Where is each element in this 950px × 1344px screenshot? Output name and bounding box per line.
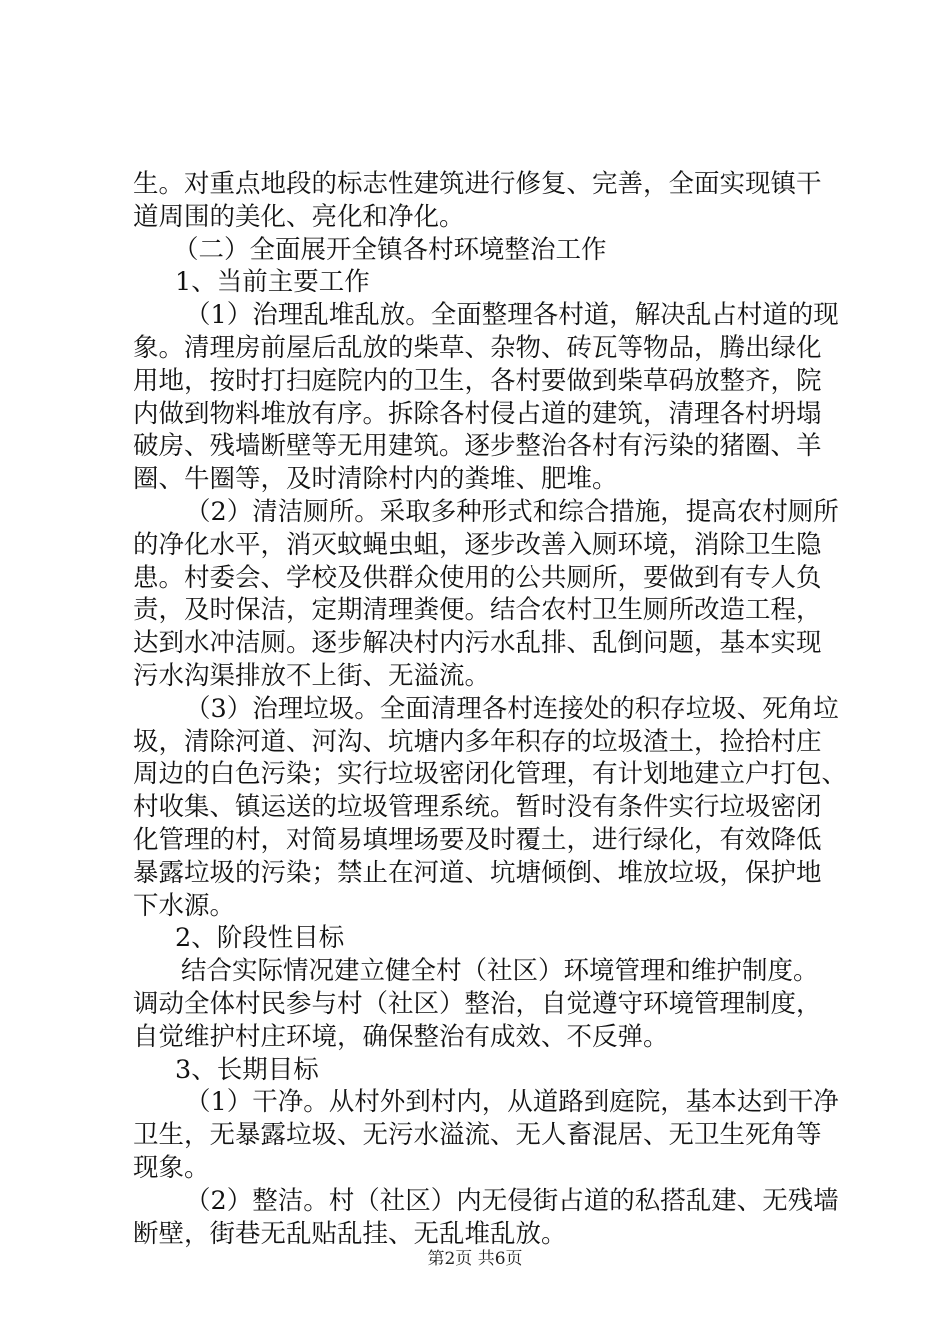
paragraph-line: 破房、残墙断壁等无用建筑。逐步整治各村有污染的猪圈、羊 [133,431,822,462]
paragraph-line: 用地，按时打扫庭院内的卫生，各村要做到柴草码放整齐，院 [133,365,822,396]
list-item-line: （2）整洁。村（社区）内无侵街占道的私搭乱建、无残墙 [185,1185,839,1216]
page-number-footer: 第2页 共6页 [427,1249,523,1269]
paragraph-line: 的净化水平，消灭蚊蝇虫蛆，逐步改善入厕环境，消除卫生隐 [133,529,822,560]
paragraph-line: 道周围的美化、亮化和净化。 [133,201,465,232]
paragraph-line: 结合实际情况建立健全村（社区）环境管理和维护制度。 [181,956,819,987]
subsection-heading: 3、长期目标 [175,1054,319,1085]
paragraph-line: 患。村委会、学校及供群众使用的公共厕所，要做到有专人负 [133,562,822,593]
paragraph-line: 内做到物料堆放有序。拆除各村侵占道的建筑，清理各村坍塌 [133,398,822,429]
list-item-line: （1）干净。从村外到村内，从道路到庭院，基本达到干净 [185,1087,839,1118]
paragraph-line: 责，及时保洁，定期清理粪便。结合农村卫生厕所改造工程， [133,595,822,626]
paragraph-line: 生。对重点地段的标志性建筑进行修复、完善，全面实现镇干 [133,169,822,199]
paragraph-line: 现象。 [133,1152,210,1183]
paragraph-line: 暴露垃圾的污染；禁止在河道、坑塘倾倒、堆放垃圾，保护地 [133,857,822,888]
paragraph-line: 象。清理房前屋后乱放的柴草、杂物、砖瓦等物品，腾出绿化 [133,332,822,363]
subsection-heading: 2、阶段性目标 [175,923,345,954]
paragraph-line: 化管理的村，对简易填埋场要及时覆土，进行绿化，有效降低 [133,824,822,855]
paragraph-line: 周边的白色污染；实行垃圾密闭化管理，有计划地建立户打包、 [133,759,848,790]
section-heading: （二）全面展开全镇各村环境整治工作 [173,234,607,265]
paragraph-line: 调动全体村民参与村（社区）整治，自觉遵守环境管理制度， [133,988,822,1019]
paragraph-line: 圈、牛圈等，及时清除村内的粪堆、肥堆。 [133,464,618,495]
subsection-heading: 1、当前主要工作 [175,267,370,298]
list-item-line: （3）治理垃圾。全面清理各村连接处的积存垃圾、死角垃 [185,693,839,724]
paragraph-line: 卫生，无暴露垃圾、无污水溢流、无人畜混居、无卫生死角等 [133,1120,822,1151]
paragraph-line: 达到水冲洁厕。逐步解决村内污水乱排、乱倒问题，基本实现 [133,628,822,659]
paragraph-line: 圾，清除河道、河沟、坑塘内多年积存的垃圾渣土，捡拾村庄 [133,726,822,757]
paragraph-line: 污水沟渠排放不上街、无溢流。 [133,660,491,691]
document-body [133,168,848,1250]
list-item-line: （2）清洁厕所。采取多种形式和综合措施，提高农村厕所 [185,496,839,527]
paragraph-line: 自觉维护村庄环境，确保整治有成效、不反弹。 [133,1021,669,1052]
paragraph-line: 村收集、镇运送的垃圾管理系统。暂时没有条件实行垃圾密闭 [133,792,822,823]
paragraph-line: 下水源。 [133,890,236,921]
paragraph-line: 断壁，街巷无乱贴乱挂、无乱堆乱放。 [133,1218,567,1249]
list-item-line: （1）治理乱堆乱放。全面整理各村道，解决乱占村道的现 [185,300,839,331]
